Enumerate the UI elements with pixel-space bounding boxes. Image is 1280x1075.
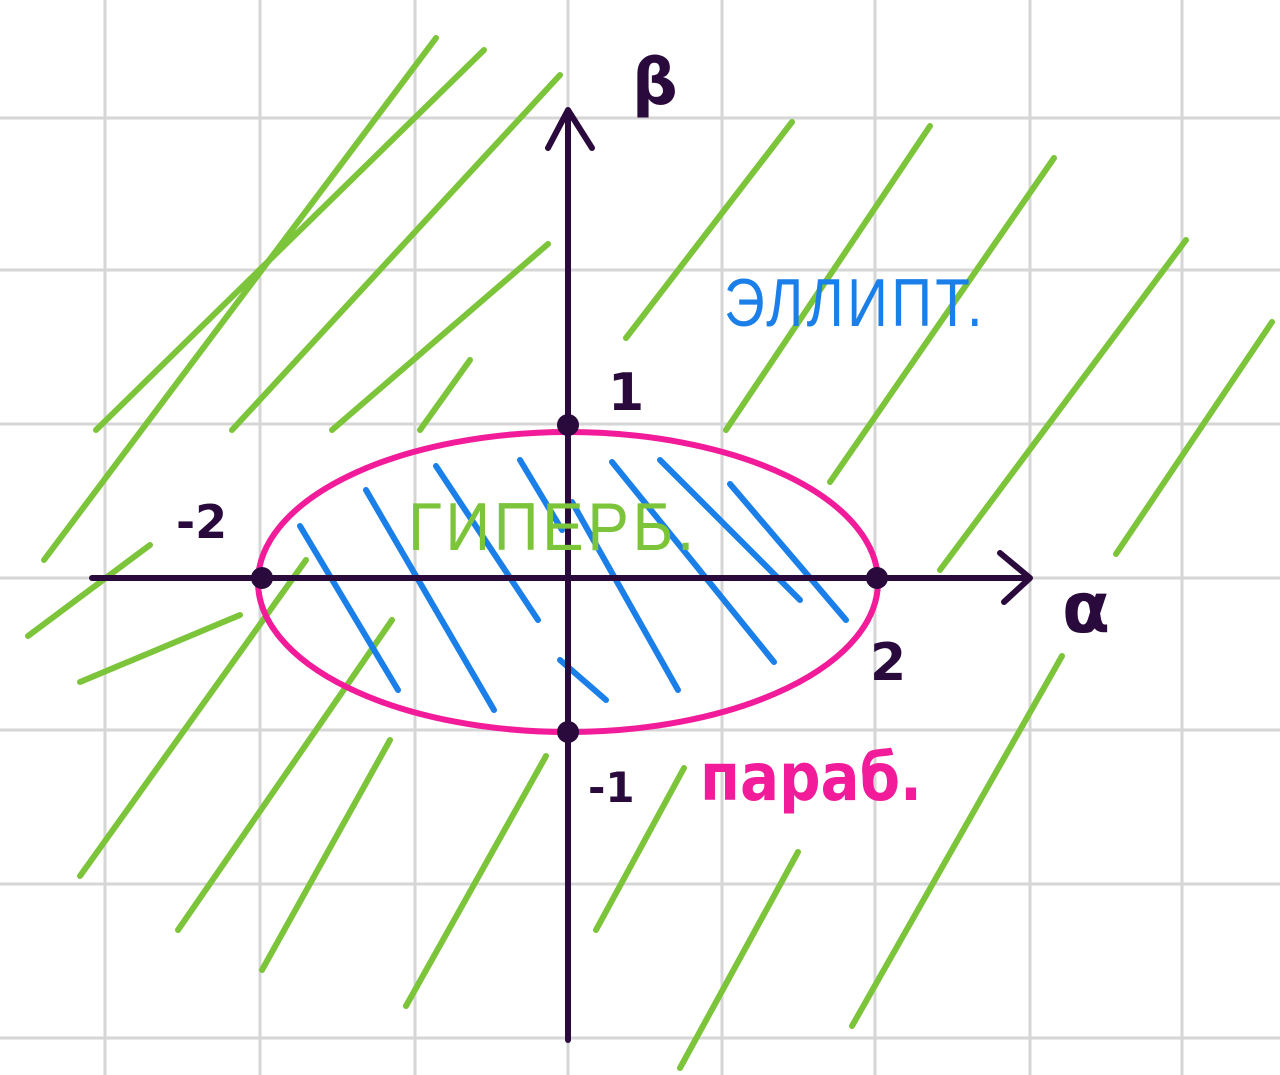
point-y-neg [557,721,579,743]
elliptic-hatch-stroke [262,740,390,970]
point-x-neg [251,567,273,589]
elliptic-hatch-stroke [420,360,470,430]
elliptic-hatch-stroke [96,50,484,430]
elliptic-hatch-stroke [80,560,306,876]
point-y-pos [557,414,579,436]
tick-label-x-neg: -2 [176,495,228,549]
tick-label-y-neg: -1 [588,763,635,812]
axes [92,110,1030,1040]
y-axis-label: β [632,46,678,120]
hyperbolic-region-label: ГИПЕРБ. [408,489,698,565]
point-x-pos [866,567,888,589]
tick-label-y-pos: 1 [608,363,645,423]
tick-label-x-pos: 2 [870,633,907,693]
elliptic-hatch-stroke [406,756,546,1006]
elliptic-region-label: ЭЛЛИПТ. [724,265,986,341]
elliptic-hatch-stroke [1116,322,1272,554]
elliptic-hatch-stroke [44,38,436,560]
x-axis-label: α [1062,567,1111,649]
parabolic-region-label: параб. [700,739,922,816]
